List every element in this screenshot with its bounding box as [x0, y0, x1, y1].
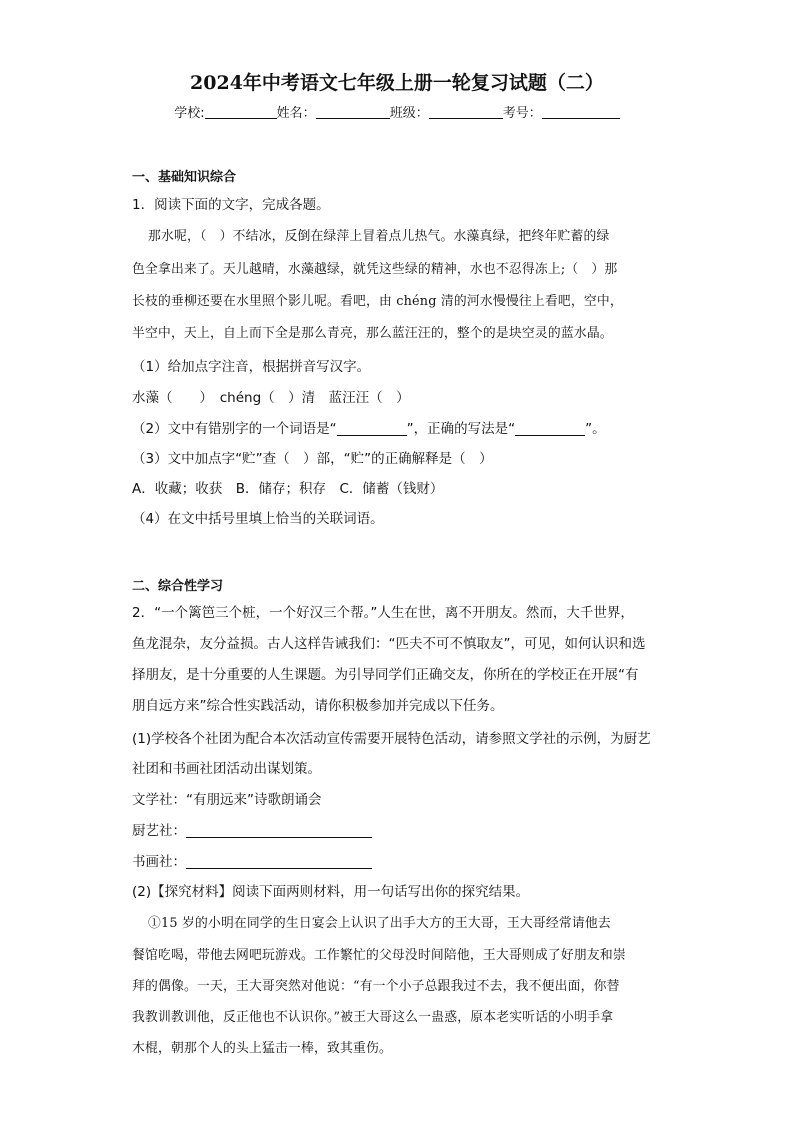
passage-line-2: 色全拿出来了。天儿越晴，水藻越绿，就凭这些绿的精神，水也不忍得冻上;（ ）那: [132, 262, 618, 277]
sub-question-3: （3）文中加点字“贮”查（ ）部，“贮”的正确解释是（ ）: [132, 451, 493, 467]
question2-line-4: 朋自远方来”综合性实践活动，请你积极参加并完成以下任务。: [132, 698, 504, 714]
page-title: 2024年中考语文七年级上册一轮复习试题（二）: [190, 72, 604, 94]
task2-prompt: (2)【探究材料】阅读下面两则材料，用一句话写出你的探究结果。: [132, 884, 530, 900]
literature-club-example: 文学社：“有朋远来”诗歌朗诵会: [132, 792, 322, 808]
sub-question-1: （1）给加点字注音，根据拼音写汉字。: [132, 359, 371, 375]
sub-question-3-options: A．收藏；收获 B．储存；积存 C．储蓄（钱财）: [132, 481, 444, 497]
question2-line-1: 2．“一个篱笆三个桩，一个好汉三个帮。”人生在世，离不开朋友。然而，大千世界，: [132, 605, 634, 621]
school-field[interactable]: [205, 104, 277, 119]
sub-question-1-items: 水藻（ ） chéng（ ）清 蓝汪汪（ ）: [132, 390, 410, 406]
class-field[interactable]: [429, 104, 503, 119]
question1-prompt: 1．阅读下面的文字，完成各题。: [132, 197, 330, 213]
sub-question-2-text-c: ”。: [585, 421, 606, 437]
sub-question-2: [132, 417, 606, 437]
cooking-club-answer[interactable]: [186, 823, 372, 838]
task1-line-1: (1)学校各个社团为配合本次活动宣传需要开展特色活动，请参照文学社的示例，为厨艺: [132, 731, 651, 747]
name-label: 姓名：: [276, 106, 316, 121]
sub-question-2-text-a: （2）文中有错别字的一个词语是“: [132, 421, 337, 437]
student-info-row: [0, 102, 794, 121]
school-label: 学校:: [174, 106, 205, 121]
class-label: 班级：: [389, 106, 429, 121]
passage-line-1: 那水呢，（ ）不结冰，反倒在绿萍上冒着点儿热气。水藻真绿，把终年贮蓄的绿: [148, 229, 610, 244]
wrong-word-blank[interactable]: [337, 421, 407, 436]
sub-question-4: （4）在文中括号里填上恰当的关联词语。: [132, 511, 384, 527]
material-line-4: 我教训教训他，反正他也不认识你。”被王大哥这么一蛊惑，原本老实听话的小明手拿: [132, 1010, 614, 1025]
section2-heading: 二、综合性学习: [132, 579, 224, 594]
material-line-2: 餐馆吃喝，带他去网吧玩游戏。工作繁忙的父母没时间陪他，王大哥则成了好朋友和崇: [132, 948, 626, 963]
question2-line-2: 鱼龙混杂，友分益损。古人这样告诫我们：“匹夫不可不慎取友”，可见，如何认识和选: [132, 636, 646, 652]
painting-club-label: 书画社：: [132, 854, 186, 870]
question2-line-3: 择朋友，是十分重要的人生课题。为引导同学们正确交友，你所在的学校正在开展“有: [132, 667, 639, 683]
passage-line-4: 半空中，天上，自上而下全是那么青亮，那么蓝汪汪的，整个的是块空灵的蓝水晶。: [132, 326, 613, 341]
exam-no-field[interactable]: [542, 104, 620, 119]
painting-club-row: [132, 850, 372, 870]
name-field[interactable]: [316, 104, 390, 119]
material-line-5: 木棍，朝那个人的头上猛击一棒，致其重伤。: [132, 1041, 392, 1056]
task1-line-2: 社团和书画社团活动出谋划策。: [132, 761, 321, 777]
passage-line-3: 长枝的垂柳还要在水里照个影儿呢。看吧，由 chéng 清的河水慢慢往上看吧，空中，: [132, 294, 623, 309]
cooking-club-label: 厨艺社：: [132, 823, 186, 839]
material-line-1: ①15 岁的小明在同学的生日宴会上认识了出手大方的王大哥，王大哥经常请他去: [148, 916, 611, 931]
cooking-club-row: [132, 819, 372, 839]
material-line-3: 拜的偶像。一天，王大哥突然对他说：“有一个小子总跟我过不去，我不便出面，你替: [132, 979, 620, 994]
section1-heading: 一、基础知识综合: [132, 170, 237, 185]
exam-no-label: 考号：: [502, 106, 542, 121]
sub-question-2-text-b: ”，正确的写法是“: [406, 421, 516, 437]
painting-club-answer[interactable]: [186, 854, 372, 869]
correct-word-blank[interactable]: [515, 421, 585, 436]
